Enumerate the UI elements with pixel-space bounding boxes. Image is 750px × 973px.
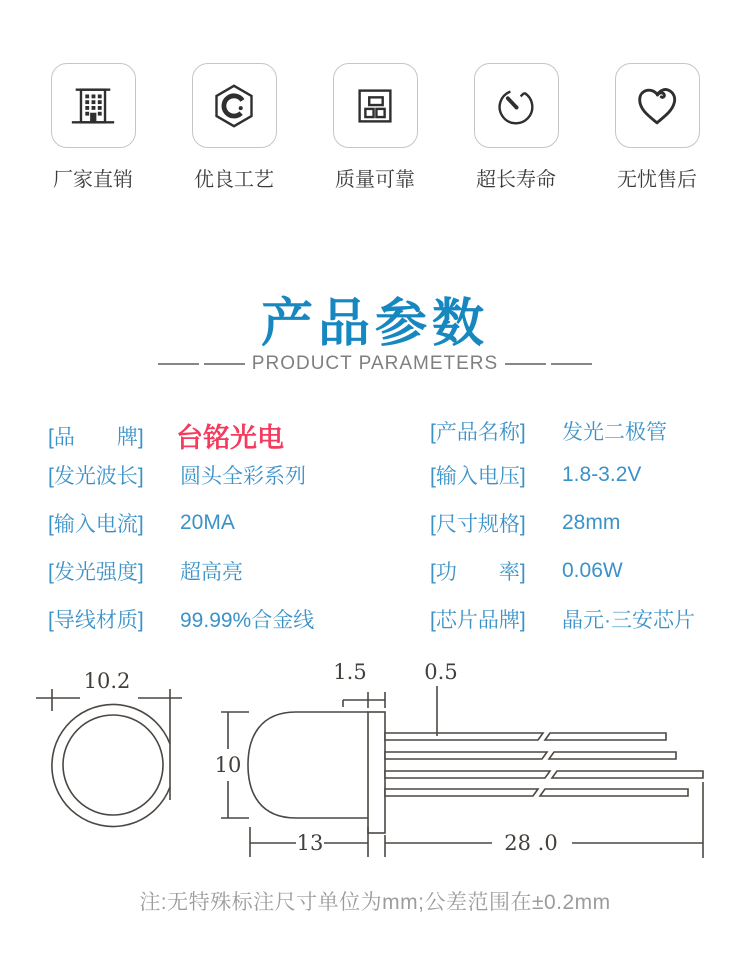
divider-line bbox=[204, 363, 245, 365]
feature-box bbox=[51, 63, 136, 148]
feature-after-sales bbox=[615, 63, 700, 192]
divider-line bbox=[551, 363, 592, 365]
param-value: 0.06W bbox=[562, 559, 623, 582]
dim-body-length: 13 bbox=[296, 831, 324, 855]
param-value: 20MA bbox=[180, 511, 235, 534]
feature-long-life bbox=[474, 63, 559, 192]
feature-craftsmanship bbox=[192, 63, 277, 192]
feature-box bbox=[192, 63, 277, 148]
page-subtitle: PRODUCT PARAMETERS bbox=[251, 353, 499, 374]
tolerance-note: 注:无特殊标注尺寸单位为mm;公差范围在±0.2mm bbox=[139, 891, 611, 914]
param-label: [产品名称] bbox=[430, 421, 526, 444]
param-label: [功 率] bbox=[430, 561, 526, 584]
param-row-chip bbox=[430, 604, 695, 634]
feature-box bbox=[474, 63, 559, 148]
feature-label: 无忧售后 bbox=[617, 169, 697, 191]
building-icon bbox=[68, 81, 118, 131]
param-value: 超高亮 bbox=[180, 561, 243, 584]
dim-lead-thickness: 0.5 bbox=[424, 660, 458, 684]
feature-quality bbox=[333, 63, 418, 192]
feature-box bbox=[333, 63, 418, 148]
page-title: 产品参数 bbox=[260, 295, 489, 353]
param-row-power bbox=[430, 556, 623, 586]
divider-line bbox=[158, 363, 199, 365]
param-label: [导线材质] bbox=[48, 609, 144, 632]
feature-label: 优良工艺 bbox=[194, 169, 274, 191]
dim-top-diameter: 10.2 bbox=[83, 669, 131, 693]
dim-body-diameter: 10 bbox=[214, 753, 242, 777]
param-label: [发光波长] bbox=[48, 465, 144, 488]
feature-label: 质量可靠 bbox=[335, 169, 415, 191]
heart-icon bbox=[632, 81, 682, 131]
param-value: 99.99%合金线 bbox=[180, 609, 315, 632]
param-label: [发光强度] bbox=[48, 561, 144, 584]
param-row-wire bbox=[48, 604, 314, 634]
feature-label: 厂家直销 bbox=[53, 169, 133, 191]
param-value-brand: 台铭光电 bbox=[176, 423, 284, 453]
param-row-product-name bbox=[430, 416, 667, 446]
feature-label: 超长寿命 bbox=[476, 169, 556, 191]
subtitle-row bbox=[0, 353, 750, 375]
timer-icon bbox=[491, 81, 541, 131]
param-row-voltage bbox=[430, 460, 641, 490]
param-label: [尺寸规格] bbox=[430, 513, 526, 536]
param-label: [品 牌] bbox=[48, 425, 144, 449]
param-label: [输入电压] bbox=[430, 465, 526, 488]
param-value: 28mm bbox=[562, 511, 621, 534]
divider-line bbox=[505, 363, 546, 365]
param-label: [芯片品牌] bbox=[430, 609, 526, 632]
param-row-brand bbox=[48, 416, 284, 455]
hexagon-gear-icon bbox=[209, 81, 259, 131]
param-value: 圆头全彩系列 bbox=[180, 465, 306, 488]
param-label: [输入电流] bbox=[48, 513, 144, 536]
param-value: 晶元·三安芯片 bbox=[562, 609, 695, 632]
param-value: 发光二极管 bbox=[562, 421, 667, 444]
dim-flange-width: 1.5 bbox=[333, 660, 367, 684]
param-row-current bbox=[48, 508, 235, 538]
param-value: 1.8-3.2V bbox=[562, 463, 642, 486]
led-dimension-diagram bbox=[0, 648, 750, 876]
feature-row bbox=[0, 63, 750, 192]
feature-box bbox=[615, 63, 700, 148]
param-row-size bbox=[430, 508, 620, 538]
components-icon bbox=[350, 81, 400, 131]
dim-lead-length: 28 .0 bbox=[504, 831, 558, 855]
param-row-intensity bbox=[48, 556, 243, 586]
feature-factory-direct bbox=[51, 63, 136, 192]
param-row-wavelength bbox=[48, 460, 306, 490]
